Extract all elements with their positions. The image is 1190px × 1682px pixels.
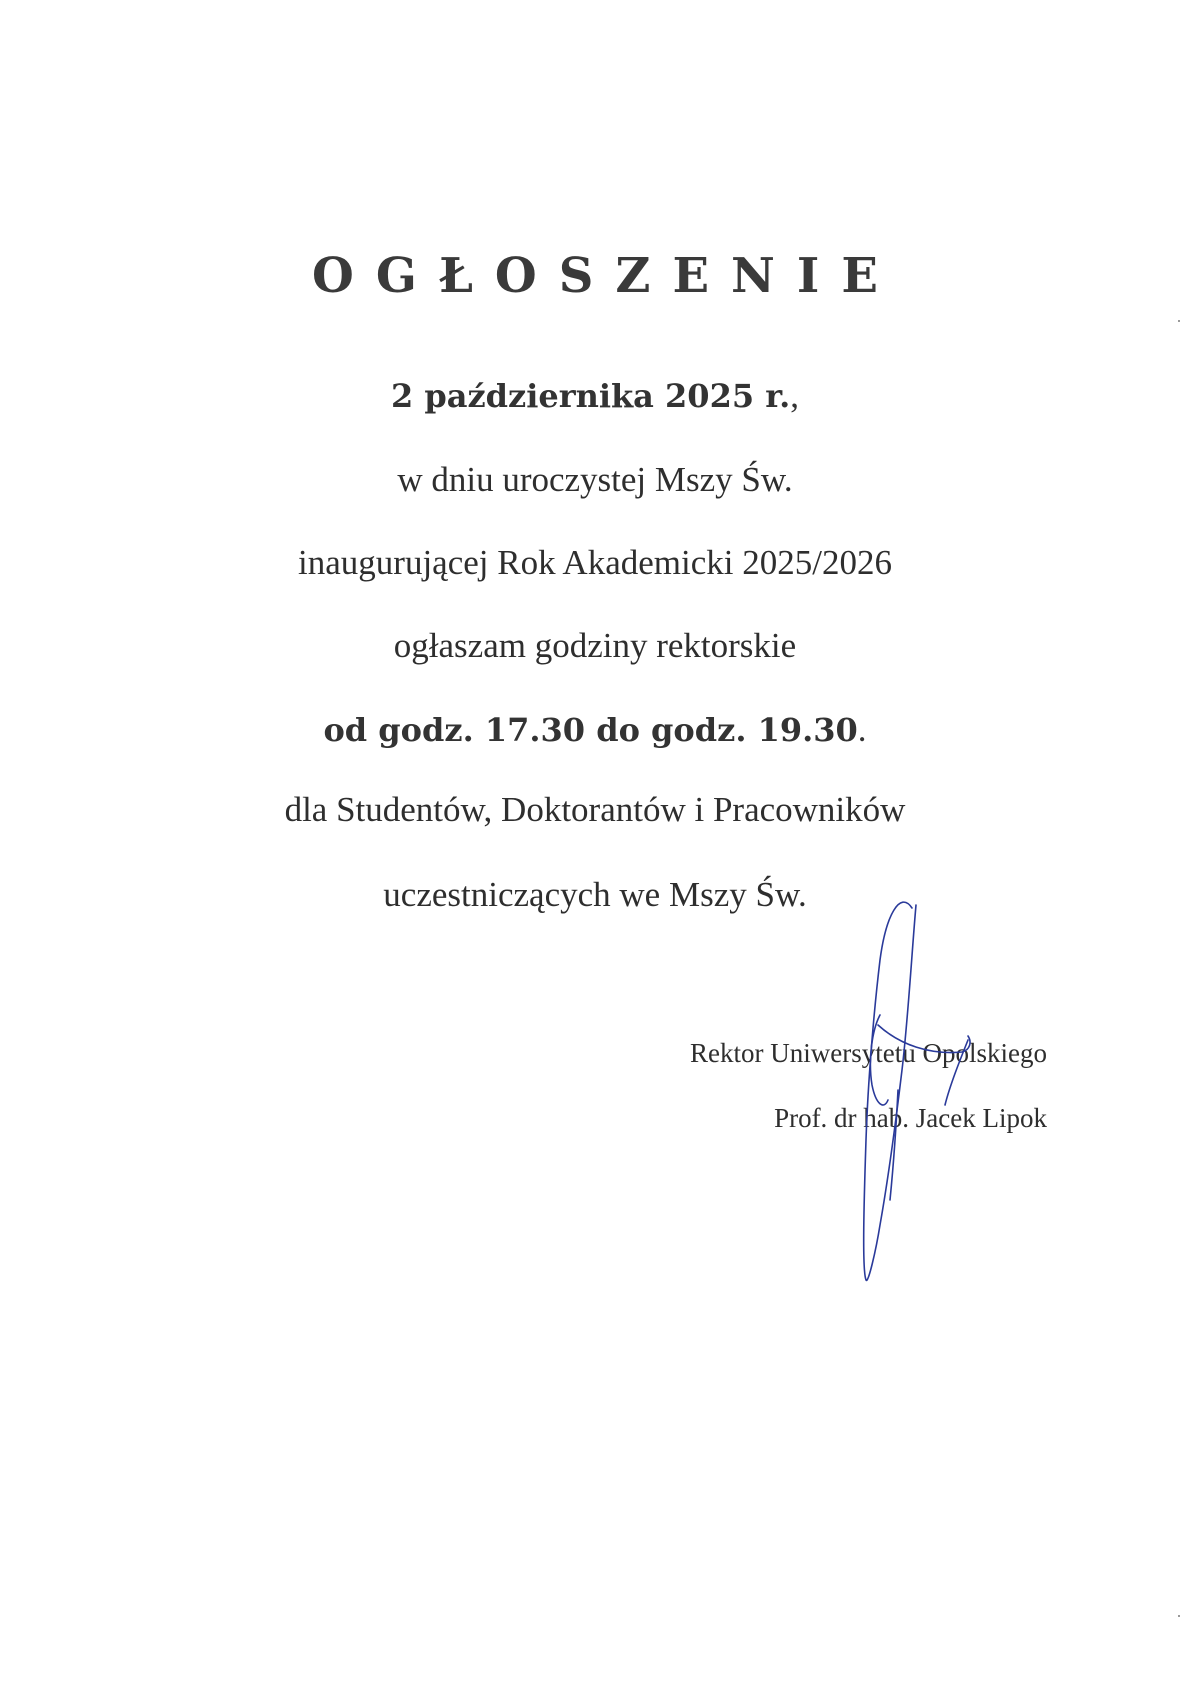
announcement-time <box>0 710 1190 750</box>
time-bold-text: od godz. 17.30 do godz. 19.30 <box>323 711 858 749</box>
announcement-title: OGŁOSZENIE <box>312 248 900 304</box>
signatory-position: Rektor Uniwersytetu Opolskiego <box>690 1038 1047 1068</box>
scan-dot <box>1178 1615 1180 1617</box>
scan-dot <box>1178 320 1180 322</box>
announcement-line-6: uczestniczących we Mszy Św. <box>383 875 807 914</box>
signatory-name: Prof. dr hab. Jacek Lipok <box>774 1103 1047 1133</box>
announcement-line-5: dla Studentów, Doktorantów i Pracowników <box>284 790 906 829</box>
announcement-line-3: ogłaszam godziny rektorskie <box>393 626 797 665</box>
announcement-line-2: inaugurującej Rok Akademicki 2025/2026 <box>298 543 892 582</box>
time-suffix: . <box>857 710 867 749</box>
announcement-date <box>0 376 1190 416</box>
announcement-line-1: w dniu uroczystej Mszy Św. <box>397 460 793 499</box>
date-bold-text: 2 października 2025 r. <box>390 377 791 415</box>
date-suffix: , <box>790 376 800 415</box>
